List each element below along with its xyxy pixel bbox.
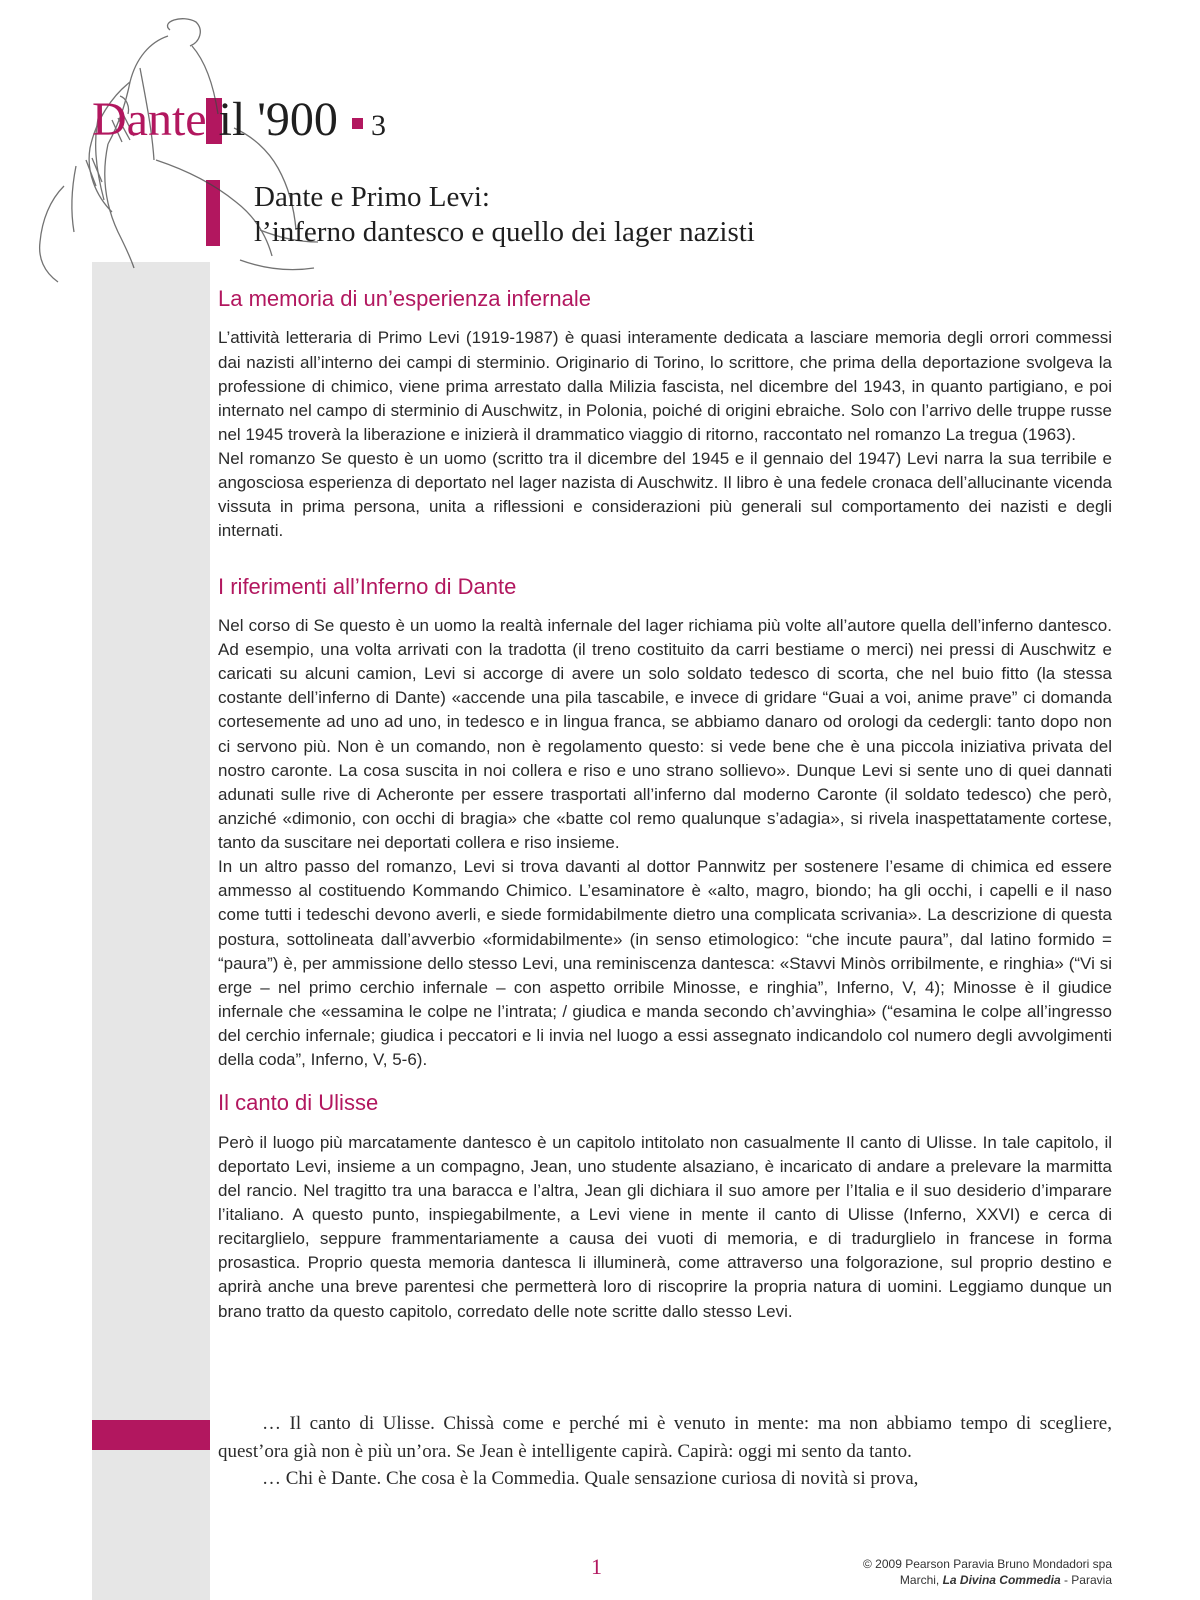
section-heading-riferimenti: I riferimenti all’Inferno di Dante bbox=[218, 573, 517, 599]
title-square-mark bbox=[352, 118, 363, 129]
paragraph: L’attività letteraria di Primo Levi (1919-1987) è quasi interamente dedicata a lasciare memoria degli orrori commessi dai nazisti all’interno dei campi di sterminio. Originario di Torino, lo scrittore, che prima della deportazione svolgeva la professione di chimico, viene prima arrestato dalla Milizia fascista, nel dicembre del 1943, in quanto partigiano, e poi internato nel campo di sterminio di Auschwitz, in Polonia, poiché di origini ebraiche. Solo con l’arrivo delle truppe russe nel 1945 troverà la liberazione e inizierà il drammatico viaggio di ritorno, raccontato nel romanzo La tregua (1963). bbox=[218, 328, 1112, 444]
subtitle-line-2: l’inferno dantesco e quello dei lager nazisti bbox=[254, 215, 755, 248]
copyright-line: © 2009 Pearson Paravia Bruno Mondadori spa bbox=[863, 1557, 1112, 1571]
subtitle-line-1: Dante e Primo Levi: bbox=[254, 181, 490, 213]
page-number: 1 bbox=[591, 1554, 602, 1579]
quote-accent-bar bbox=[92, 1420, 210, 1450]
book-credit-line bbox=[863, 1572, 1112, 1588]
main-content bbox=[218, 286, 1112, 1324]
credit-author: Marchi, bbox=[899, 1573, 940, 1588]
left-margin-band bbox=[92, 262, 210, 1600]
paragraph: Nel romanzo Se questo è un uomo (scritto tra il dicembre del 1945 e il gennaio del 1947) Levi narra la sua terribile e angosciosa esperienza di deportato nel lager nazista di Auschwitz. Il libro è una fedele cronaca dell’allucinante vicenda vissuta in prima persona, unita a riflessioni e considerazioni più generali sul comportamento dei nazisti e degli internati. bbox=[218, 449, 1112, 541]
credit-publisher: - Paravia bbox=[1063, 1573, 1112, 1588]
paragraph: Però il luogo più marcatamente dantesco è un capitolo intitolato non casualmente Il canto di Ulisse. In tale capitolo, il deportato Levi, insieme a un compagno, Jean, uno studente alsaziano, è incaricato di andare a prelevare la marmitta del rancio. Nel tragitto tra una baracca e l’altra, Jean gli dichiara il suo amore per l’Italia e il suo desiderio d’imparare l’italiano. A questo punto, inspiegabilmente, a Levi viene in mente il canto di Ulisse (Inferno, XXVI) e cerca di recitarglielo, seppure frammentariamente a causa dei vuoti di memoria, e di tradurglielo in francese in forma prosastica. Proprio questa memoria dantesca li illuminerà, come attraverso una folgorazione, sul proprio destino e aprirà anche una breve parentesi che permetterà loro di riscoprire la propria natura di uomini. Leggiamo dunque un brano tratto da questo capitolo, corredato delle note scritte dallo stesso Levi. bbox=[218, 1132, 1112, 1321]
page-subtitle bbox=[254, 180, 1114, 250]
title-number: 3 bbox=[370, 109, 386, 142]
section-heading-ulisse: Il canto di Ulisse bbox=[218, 1090, 379, 1116]
quoted-excerpt bbox=[218, 1410, 1112, 1493]
page-header-title bbox=[92, 93, 386, 146]
section-heading-memoria: La memoria di un’esperienza infernale bbox=[218, 286, 591, 311]
title-rest: il '900 bbox=[218, 93, 338, 146]
paragraph: Nel corso di Se questo è un uomo la realtà infernale del lager richiama più volte all’autore quella dell’inferno dantesco. Ad esempio, una volta arrivati con la tradotta (il treno costituito da carri bestiame o merci) nei pressi di Auschwitz e caricati su alcuni camion, Levi si accorge di avere un solo soldato tedesco di scorta, che nel buio fitto (la stessa costante dell’inferno di Dante) «accende una pila tascabile, e invece di gridare “Guai a voi, anime prave” ci domanda cortesemente ad uno ad uno, in tedesco e in lingua franca, se abbiamo danaro od orologi da cedergli: tanto dopo non ci servono più. Non è un comando, non è regolamento questo: si vede bene che è una piccola iniziativa privata del nostro caronte. La cosa suscita in noi collera e riso e uno strano sollievo». Dunque Levi si sente uno di quei dannati adunati sulle rive di Acheronte per essere trasportati all’inferno dal moderno Caronte (il soldato tedesco) che però, anziché «dimonio, con occhi di bragia» che «batte col remo qualunque s’adagia», si rivela inaspettatamente cortese, tanto da suscitare nei deportati collera e riso insieme. bbox=[218, 615, 1112, 853]
paragraph: In un altro passo del romanzo, Levi si trova davanti al dottor Pannwitz per sostenere l’esame di chimica ed essere ammesso al costituendo Kommando Chimico. L’esaminatore è «alto, magro, biondo; ha gli occhi, i capelli e il naso come tutti i tedeschi devono averli, e siede formidabilmente dietro una complicata scrivania». La descrizione di questa postura, sottolineata dall’avverbio «formidabilmente» (in senso etimologico: “che incute paura”, dal latino formido = “paura”) è, per ammissione dello stesso Levi, una reminiscenza dantesca: «Stavvi Minòs orribilmente, e ringhia» (“Vi si erge – nel primo cerchio infernale – con aspetto orribile Minosse, e ringhia”, Inferno, V, 4); Minosse è il giudice infernale che «essamina le colpe ne l’intrata; / giudica e manda secondo ch’avvinghia» (“esamina le colpe all’ingresso del cerchio infernale; giudica i peccatori e li invia nel luogo a essi assegnato indicandolo col numero degli avvolgimenti della coda”, Inferno, V, 5-6). bbox=[218, 857, 1112, 1070]
credit-title: La Divina Commedia bbox=[942, 1573, 1061, 1588]
quote-paragraph: … Chi è Dante. Che cosa è la Commedia. Quale sensazione curiosa di novità si prova, bbox=[262, 1468, 919, 1490]
publisher-credit bbox=[863, 1556, 1112, 1588]
quote-paragraph: … Il canto di Ulisse. Chissà come e perché mi è venuto in mente: ma non abbiamo tempo di scegliere, quest’ora già non è più un’ora. Se Jean è intelligente capirà. Capirà: oggi mi sento da tanto. bbox=[218, 1413, 1112, 1462]
title-dante: Dante bbox=[92, 93, 207, 146]
